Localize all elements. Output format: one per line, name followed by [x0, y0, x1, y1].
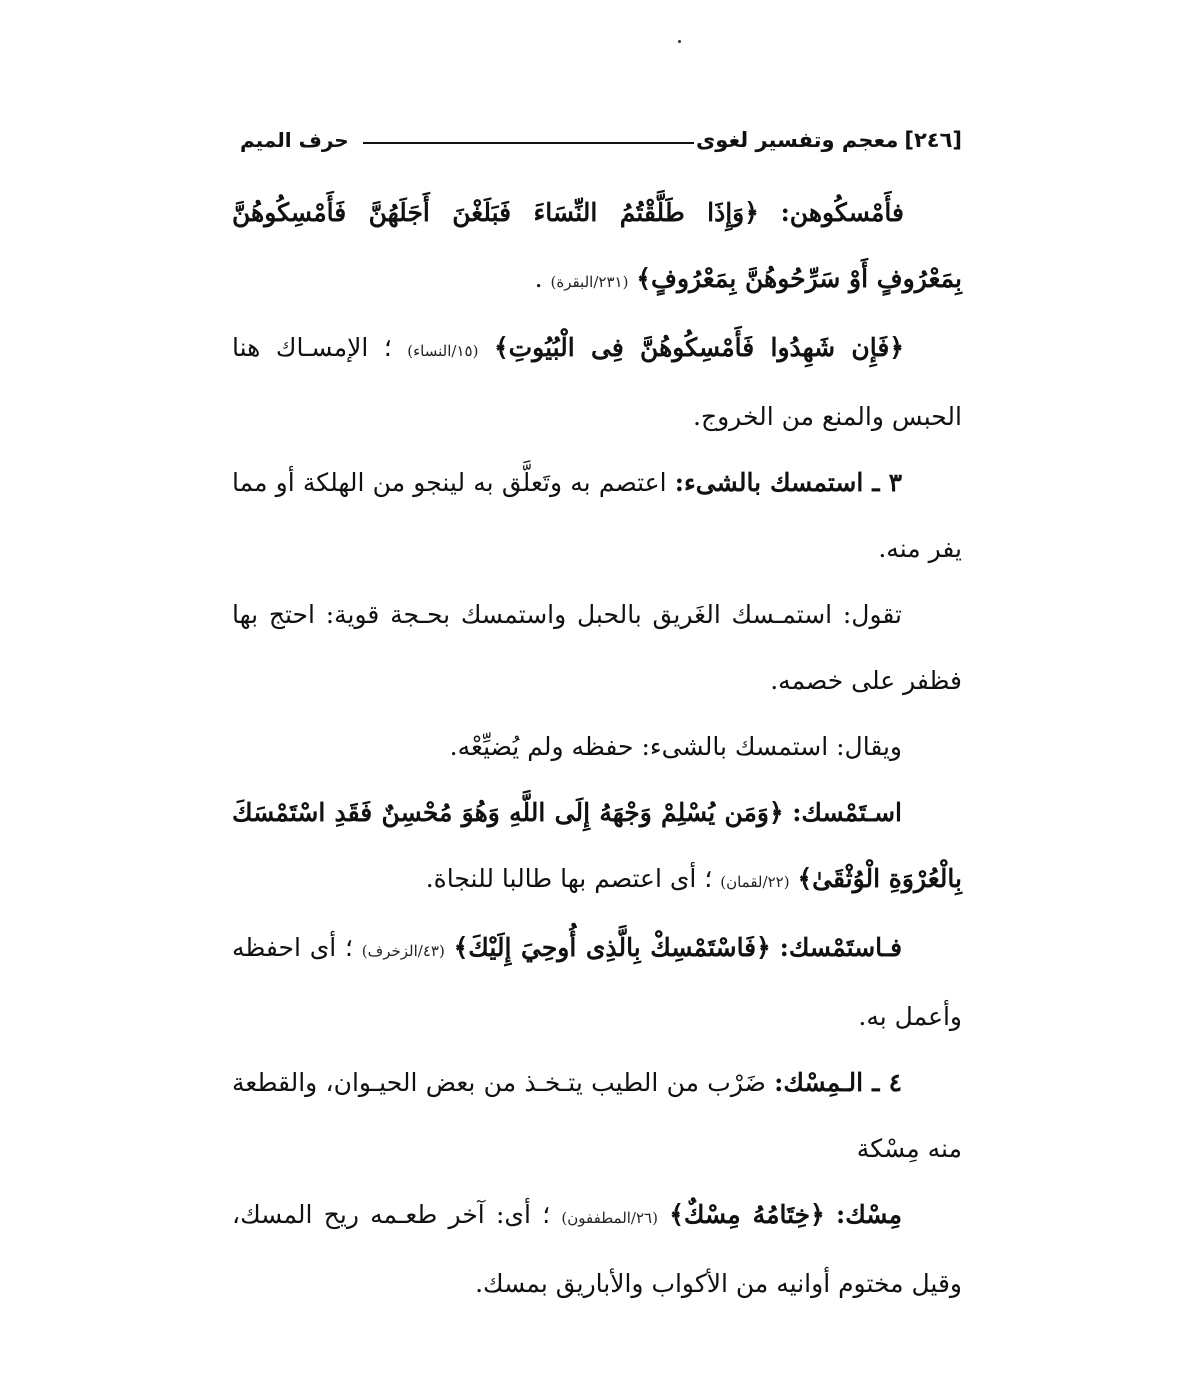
- entry-headword: فـاستَمْسك:: [779, 933, 903, 962]
- entry-text: [232, 180, 962, 1317]
- verse-reference: (٢٣١/البقرة): [550, 273, 629, 291]
- paragraph-tail: ويقال: استمسك بالشىء: حفظه ولم يُضيِّعْه.: [449, 732, 902, 761]
- paragraph-tail: ؛ أى احفظه وأعمل به.: [232, 933, 962, 1031]
- paragraph: [232, 780, 962, 915]
- entry-headword: مِسْك:: [836, 1200, 902, 1229]
- quran-verse: ﴿خِتَامُهُ مِسْكٌ﴾: [669, 1200, 825, 1229]
- paragraph: [232, 582, 962, 714]
- book-title: معجم وتفسير لغوى: [696, 128, 899, 152]
- paragraph-tail: اعتصم به وتَعلَّق به لينجو من الهلكة أو مما يفر منه.: [232, 468, 962, 563]
- quran-verse: ﴿وَمَن يُسْلِمْ وَجْهَهُ إِلَى اللَّهِ وَهُوَ مُحْسِنٌ فَقَدِ اسْتَمْسَكَ بِالْعُرْوَةِ الْوُثْقَىٰ﴾: [232, 798, 962, 893]
- entry-headword: ٣ ـ استمسك بالشىء:: [674, 468, 902, 497]
- header-rule: [363, 142, 694, 144]
- paragraph: [232, 915, 962, 1050]
- quran-verse: ﴿فَإِن شَهِدُوا فَأَمْسِكُوهُنَّ فِى الْبُيُوتِ﴾: [493, 333, 904, 362]
- verse-reference: (٢٦/المطففون): [561, 1209, 658, 1227]
- paragraph-tail: ضَرْب من الطيب يتـخـذ من بعض الحيـوان، والقطعة منه مِسْكة: [232, 1068, 962, 1163]
- paragraph: [232, 450, 962, 582]
- paragraph-tail: ؛ أى: آخر طعـمه ريح المسك، وقيل مختوم أوانيه من الأكواب والأباريق بمسك.: [232, 1200, 962, 1298]
- entry-headword: اسـتَمْسك:: [792, 798, 903, 827]
- quran-verse: ﴿وَإِذَا طَلَّقْتُمُ النِّسَاءَ فَبَلَغْنَ أَجَلَهُنَّ فَأَمْسِكُوهُنَّ بِمَعْرُوفٍ أَوْ سَرِّحُوهُنَّ بِمَعْرُوفٍ﴾: [232, 198, 962, 293]
- verse-reference: (١٥/النساء): [407, 342, 479, 360]
- verse-reference: (٢٢/لقمان): [720, 873, 790, 891]
- paragraph: [232, 1050, 962, 1182]
- paragraph-tail: ؛ الإمسـاك هنا الحبس والمنع من الخروج.: [232, 333, 962, 431]
- paragraph-tail: .: [534, 264, 543, 293]
- page-number: [٢٤٦]: [904, 128, 962, 152]
- paragraph: [232, 1182, 962, 1317]
- entry-headword: ٤ ـ الـمِسْك:: [774, 1068, 902, 1097]
- quran-verse: ﴿فَاسْتَمْسِكْ بِالَّذِى أُوحِيَ إِلَيْكَ﴾: [453, 933, 771, 962]
- paragraph: [232, 714, 962, 780]
- paragraph-tail: ؛ أى اعتصم بها طالبا للنجاة.: [425, 864, 713, 893]
- page-speck: [678, 40, 681, 43]
- paragraph-tail: تقول: استمـسك الغَريق بالحبل واستمسك بحـجة قوية: احتج بها فظفر على خصمه.: [232, 600, 962, 695]
- section-title: حرف الميم: [240, 128, 349, 152]
- entry-headword: فأَمْسكُوهن:: [780, 198, 905, 227]
- paragraph: [232, 180, 962, 315]
- verse-reference: (٤٣/الزخرف): [361, 942, 445, 960]
- running-header: [240, 122, 962, 158]
- paragraph: [232, 315, 962, 450]
